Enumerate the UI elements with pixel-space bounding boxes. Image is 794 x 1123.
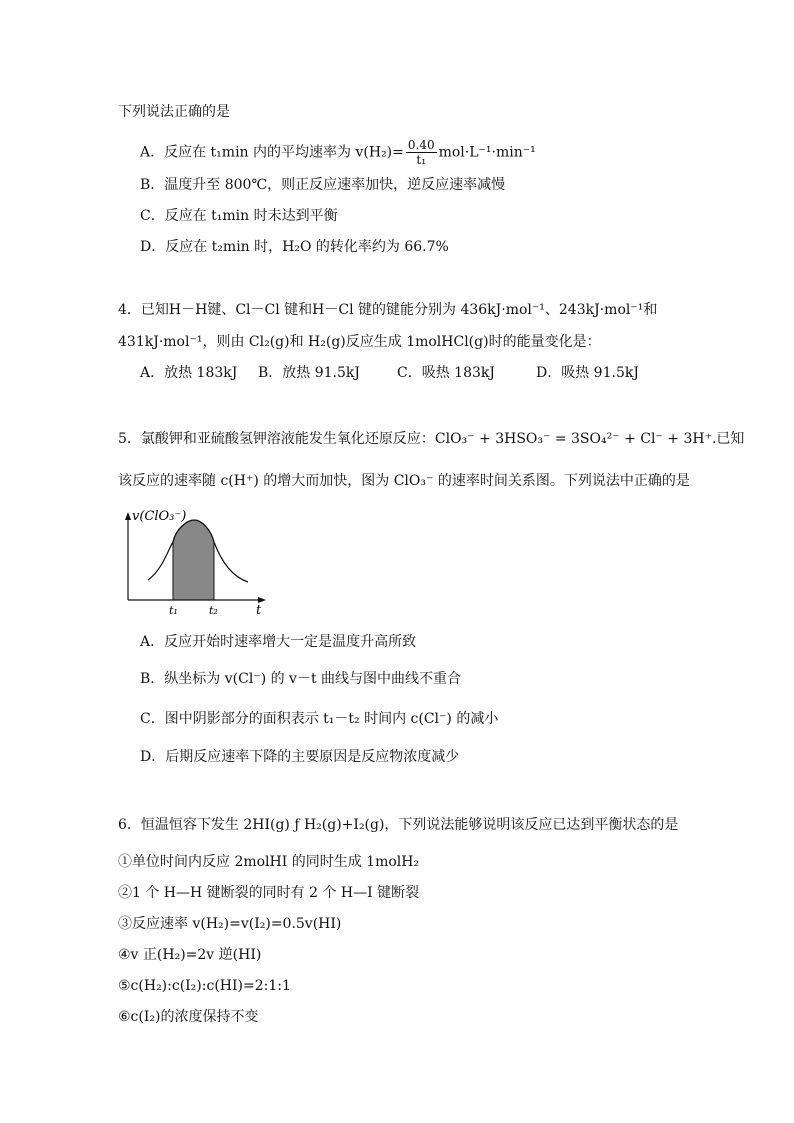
fraction-numerator: 0.40 (407, 138, 435, 152)
q4-stem-line2: 431kJ·mol⁻¹，则由 Cl₂(g)和 H₂(g)反应生成 1molHCl(g)时的能量变化是： (118, 334, 601, 350)
q5-option-d: D．后期反应速率下降的主要原因是反应物浓度减少 (140, 749, 460, 765)
q4-option-c: C．吸热 183kJ (397, 365, 495, 381)
q4-stem-line1: 4．已知H－H键、Cl－Cl 键和H－Cl 键的键能分别为 436kJ·mol⁻¹、243kJ·mol⁻¹和 (118, 302, 658, 318)
q3-option-d: D．反应在 t₂min 时，H₂O 的转化率约为 66.7% (140, 239, 449, 255)
intro-text: 下列说法正确的是 (118, 104, 230, 120)
q6-item-6: ⑥c(I₂)的浓度保持不变 (118, 1009, 259, 1025)
q4-option-d: D．吸热 91.5kJ (536, 365, 639, 381)
q3-option-a-prefix: A．反应在 t₁min 内的平均速率为 v(H₂)= (140, 144, 404, 161)
t2-label: t₂ (209, 604, 218, 616)
q5-stem-line2: 该反应的速率随 c(H⁺) 的增大而加快，图为 ClO₃⁻ 的速率时间关系图。下列说法中正确的是 (118, 473, 690, 489)
q5-stem-line1: 5．氯酸钾和亚硫酸氢钾溶液能发生氧化还原反应：ClO₃⁻ + 3HSO₃⁻ = 3SO₄²⁻ + Cl⁻ + 3H⁺.已知 (118, 431, 745, 447)
q3-option-b: B．温度升至 800℃，则正反应速率加快，逆反应速率减慢 (140, 177, 506, 193)
q3-option-a (140, 138, 536, 167)
q6-item-3: ③反应速率 v(H₂)=v(I₂)=0.5v(HI) (118, 916, 342, 932)
y-axis-arrow (125, 512, 131, 520)
rate-fraction (406, 138, 437, 167)
rate-time-graph (118, 506, 278, 620)
q3-option-c: C．反应在 t₁min 时未达到平衡 (140, 208, 338, 224)
q6-item-5: ⑤c(H₂):c(I₂):c(HI)=2:1:1 (118, 978, 291, 994)
q4-option-a: A．放热 183kJ (140, 365, 238, 381)
q6-item-1: ①单位时间内反应 2molHI 的同时生成 1molH₂ (118, 854, 420, 870)
q6-item-4: ④v 正(H₂)=2v 逆(HI) (118, 947, 262, 963)
q4-option-b: B．放热 91.5kJ (258, 365, 361, 381)
x-axis-label: t (256, 603, 262, 616)
t1-label: t₁ (169, 604, 178, 616)
y-axis-label: v(ClO₃⁻) (132, 509, 187, 524)
q6-stem: 6．恒温恒容下发生 2HI(g) ƒ H₂(g)+I₂(g)，下列说法能够说明该反应已达到平衡状态的是 (118, 817, 679, 833)
rate-time-graph-svg (118, 506, 278, 616)
shaded-area (173, 520, 214, 600)
fraction-denominator: t₁ (416, 153, 427, 167)
q6-item-2: ②1 个 H—H 键断裂的同时有 2 个 H—I 键断裂 (118, 885, 420, 901)
q3-option-a-unit: mol·L⁻¹·min⁻¹ (438, 144, 536, 161)
q5-option-b: B．纵坐标为 v(Cl⁻) 的 v－t 曲线与图中曲线不重合 (140, 671, 462, 687)
q5-option-a: A．反应开始时速率增大一定是温度升高所致 (140, 634, 417, 650)
q5-option-c: C．图中阴影部分的面积表示 t₁－t₂ 时间内 c(Cl⁻) 的减小 (140, 711, 499, 727)
